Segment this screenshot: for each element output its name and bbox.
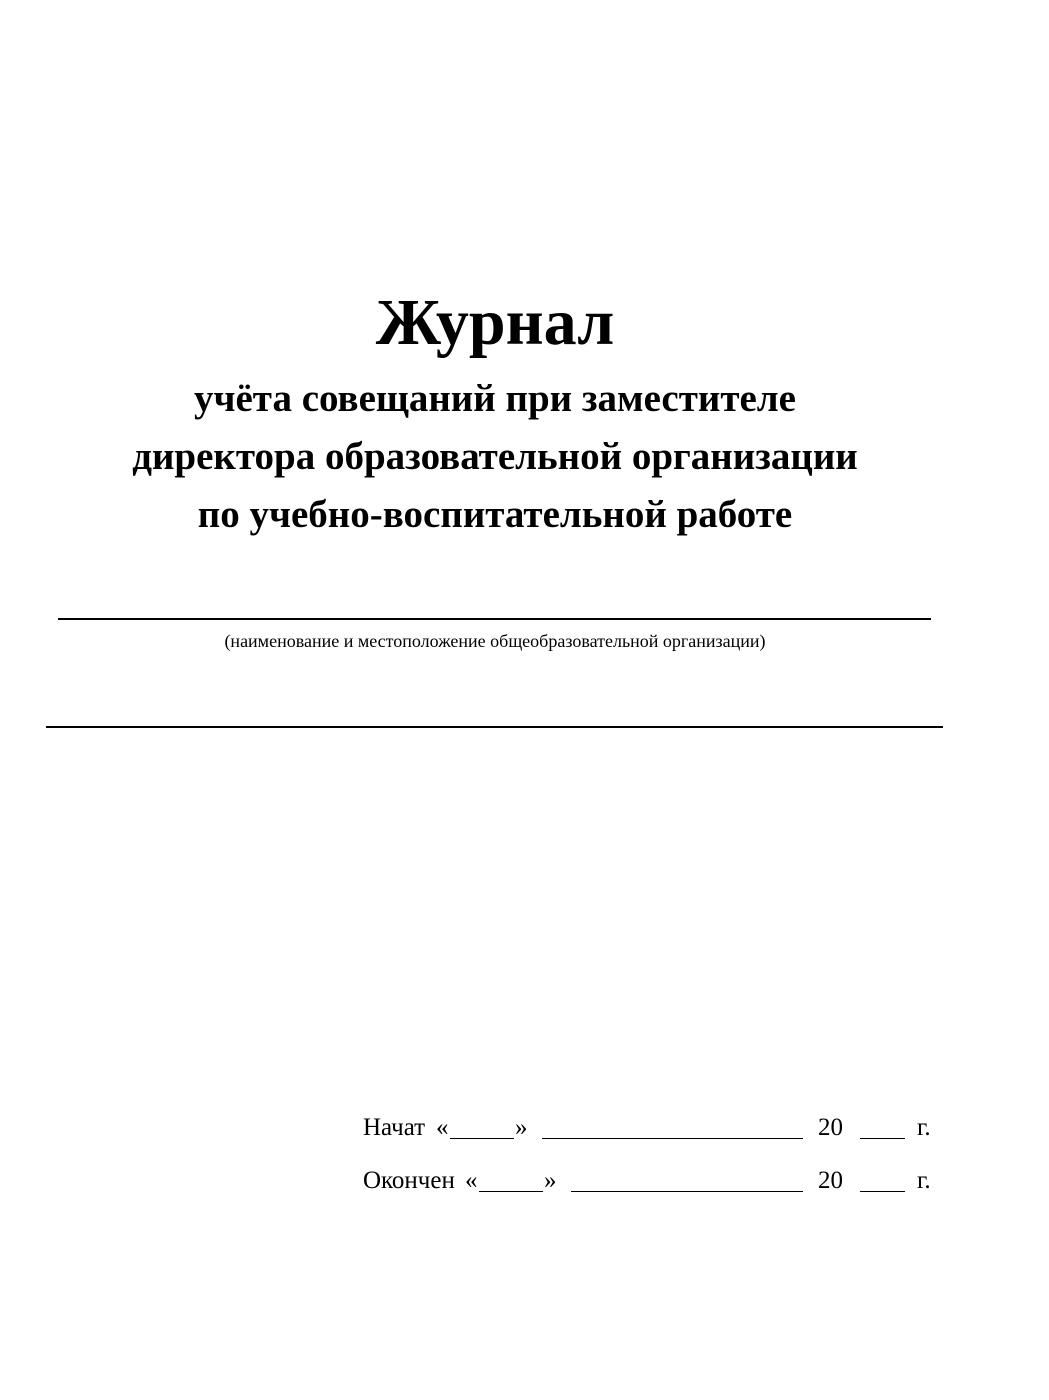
end-date-label: Окончен — [363, 1167, 455, 1194]
start-date-label: Начат — [363, 1114, 426, 1141]
organization-location-line[interactable] — [46, 726, 943, 728]
organization-name-line[interactable] — [58, 618, 931, 620]
end-year-suffix: г. — [917, 1167, 931, 1194]
end-year-blank[interactable] — [860, 1191, 905, 1192]
organization-caption: (наименование и местоположение общеобразовательной организации) — [224, 631, 766, 651]
start-close-quote: » — [515, 1114, 528, 1141]
start-day-blank[interactable] — [450, 1138, 514, 1139]
start-open-quote: « — [436, 1114, 449, 1141]
end-day-blank[interactable] — [479, 1191, 543, 1192]
start-year-suffix: г. — [917, 1114, 931, 1141]
end-century: 20 — [818, 1167, 843, 1194]
start-date-row — [363, 1108, 943, 1148]
subtitle-line-2: директора образовательной организации — [132, 435, 858, 478]
subtitle-line-1: учёта совещаний при заместителе — [194, 377, 796, 420]
subtitle-line-3: по учебно-воспитательной работе — [197, 493, 793, 536]
start-year-blank[interactable] — [860, 1138, 905, 1139]
end-month-blank[interactable] — [571, 1191, 803, 1192]
start-month-blank[interactable] — [542, 1138, 803, 1139]
journal-title: Журнал — [375, 286, 615, 359]
end-close-quote: » — [544, 1167, 557, 1194]
end-date-row — [363, 1161, 943, 1201]
start-century: 20 — [818, 1114, 843, 1141]
end-open-quote: « — [465, 1167, 478, 1194]
